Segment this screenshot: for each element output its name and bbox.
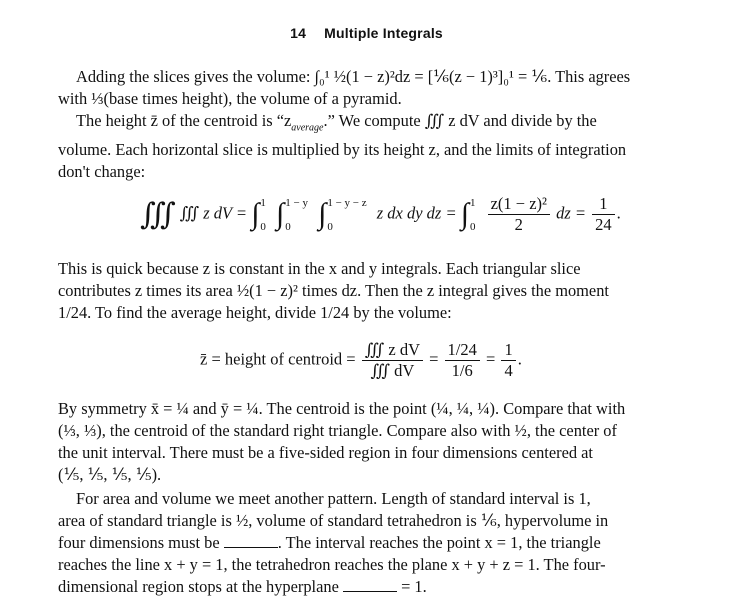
paragraph-moment <box>58 258 706 324</box>
subscript-average: average <box>291 122 324 134</box>
equation-centroid-height: z̄ = height of centroid = $\frac{\text{∭ z dV}}{∭ dV}$ = $\frac{1/24}{1/6}$ = $\frac{1}{4}$ . <box>200 340 522 380</box>
paragraph-symmetry <box>58 398 706 486</box>
chapter-title: Multiple Integrals <box>324 25 443 41</box>
text-line: don't change: <box>58 162 146 182</box>
blank-hyperplane <box>343 577 397 592</box>
text-line: with ⅓(base times height), the volume of a pyramid. <box>58 89 402 108</box>
text-line: For area and volume we meet another pattern. Length of standard interval is 1, <box>76 489 591 508</box>
text-line: 1/24. To find the average height, divide 1/24 by the volume: <box>58 303 452 322</box>
paragraph-centroid-height <box>58 110 706 183</box>
text-line: reaches the line x + y = 1, the tetrahedron reaches the plane x + y + z = 1. The four- <box>58 555 606 574</box>
text-line: Adding the slices gives the volume: ∫₀¹ ½(1 − z)²dz = [⅙(z − 1)³]₀¹ = ⅙. This agrees <box>76 67 631 86</box>
text-line: (⅓, ⅓), the centroid of the standard right triangle. Compare also with ½, the center of <box>58 421 617 440</box>
text-line: By symmetry x̄ = ¼ and ȳ = ¼. The centroid is the point (¼, ¼, ¼). Compare that with <box>58 399 626 418</box>
page-header <box>0 25 733 41</box>
text-line: the unit interval. There must be a five-sided region in four dimensions centered at <box>58 443 593 462</box>
text-line: contributes z times its area ½(1 − z)² times dz. Then the z integral gives the moment <box>58 281 609 300</box>
paragraph-pattern <box>58 488 706 598</box>
text-line: This is quick because z is constant in the x and y integrals. Each triangular slice <box>58 259 581 278</box>
text-line: The height z̄ of the centroid is “$z_{average}$.” We compute ∭ z dV and divide by the <box>76 111 597 134</box>
text-line: volume. Each horizontal slice is multiplied by its height z, and the limits of integration <box>58 140 627 160</box>
page-number: 14 <box>290 25 307 41</box>
equation-triple-integral: ∭ ∭ z dV = ∫ 1 0 ∫ 1 − y 0 ∫ 1 − y − z 0 z dx dy dz = ∫ 1 0 $\frac{\text{z(1 − z)²}}{2}$ dz = $\frac{1}{24}$ . <box>140 194 621 234</box>
paragraph-volume <box>58 66 706 110</box>
blank-hypervolume <box>224 533 278 548</box>
text-line: (⅕, ⅕, ⅕, ⅕). <box>58 465 162 484</box>
text-line: dimensional region stops at the hyperplane = 1. <box>58 577 427 596</box>
text-line: four dimensions must be . The interval reaches the point x = 1, the triangle <box>58 533 601 552</box>
text-line: area of standard triangle is ½, volume of standard tetrahedron is ⅙, hypervolume in <box>58 511 609 530</box>
